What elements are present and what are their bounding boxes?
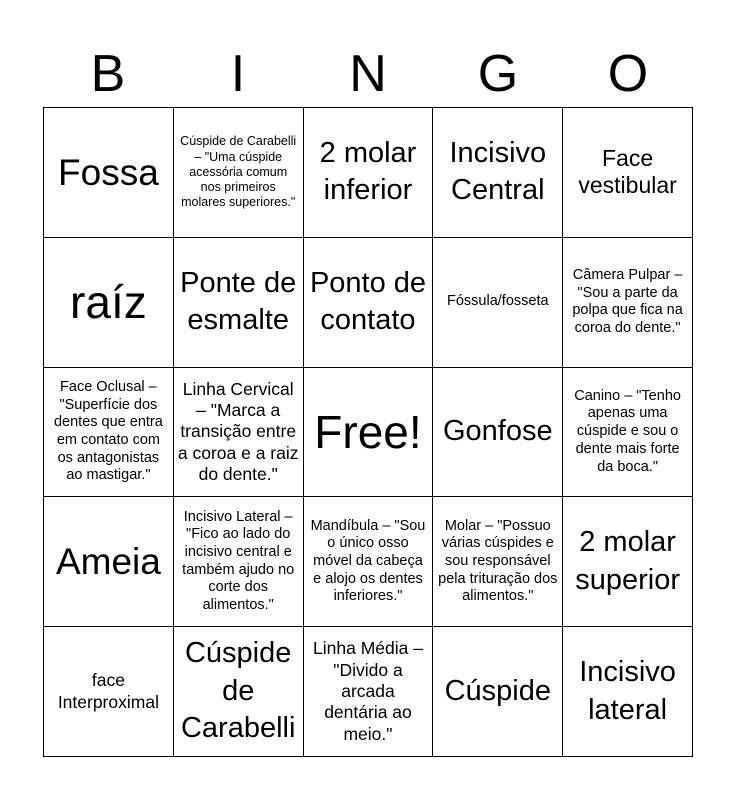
cell-text: Face vestibular (578, 144, 677, 199)
cell-text: Ponto de contato (309, 266, 427, 337)
cell-text: Molar – "Possuo várias cúspides e sou responsável pela trituração dos alimentos." (438, 517, 558, 605)
bingo-cell-r5c4[interactable] (433, 627, 563, 757)
bingo-cell-r1c5[interactable] (563, 108, 693, 238)
header-letter-g: G (477, 45, 519, 103)
cell-text: Incisivo Lateral – "Fico ao lado do incisivo central e também ajudo no corte dos alimentos." (182, 508, 295, 614)
cell-text: 2 molar superior (575, 526, 680, 596)
header-letter-b: B (90, 45, 126, 103)
bingo-cell-r5c3[interactable] (304, 627, 434, 757)
cell-text: Fossa (58, 151, 159, 193)
bingo-cell-r2c4[interactable] (433, 238, 563, 368)
bingo-cell-r3c2[interactable] (174, 368, 304, 498)
bingo-cell-r5c1[interactable] (44, 627, 174, 757)
cell-text: Incisivo Central (449, 136, 547, 207)
bingo-cell-free[interactable] (304, 368, 434, 498)
cell-text: Cúspide (444, 674, 551, 707)
bingo-cell-r4c2[interactable] (174, 497, 304, 627)
cell-text: Cúspide de Carabelli (180, 637, 296, 745)
cell-text: Free! (314, 405, 422, 458)
cell-text: Câmera Pulpar – "Sou a parte da polpa que fica na coroa do dente." (572, 266, 683, 336)
cell-text: Fóssula/fosseta (447, 293, 549, 310)
header-letter-n: N (349, 45, 387, 103)
bingo-cell-r1c1[interactable] (44, 108, 174, 238)
cell-text: 2 molar inferior (319, 136, 417, 207)
cell-text: Cúspide de Carabelli – "Uma cúspide acessória comum nos primeiros molares superiores." (180, 134, 297, 210)
bingo-cell-r3c4[interactable] (433, 368, 563, 498)
bingo-cell-r4c4[interactable] (433, 497, 563, 627)
bingo-grid (43, 107, 693, 757)
cell-text: Mandíbula – "Sou o único osso móvel da cabeça e alojo os dentes inferiores." (310, 517, 426, 605)
cell-text: Ameia (55, 541, 161, 583)
cell-text: Incisivo lateral (579, 655, 676, 726)
bingo-cell-r1c4[interactable] (433, 108, 563, 238)
bingo-cell-r4c3[interactable] (304, 497, 434, 627)
cell-text: Linha Média – "Divido a arcada dentária ao meio." (313, 638, 423, 744)
bingo-cell-r5c5[interactable] (563, 627, 693, 757)
bingo-cell-r1c2[interactable] (174, 108, 304, 238)
cell-text: raíz (70, 276, 147, 329)
cell-text: Gonfose (442, 415, 553, 448)
cell-text: Face Oclusal – "Superfície dos dentes que entra em contato com os antagonistas ao mastigar." (53, 378, 163, 484)
bingo-header (43, 40, 693, 108)
cell-text: Linha Cervical – "Marca a transição entre a coroa e a raiz do dente." (177, 378, 299, 484)
header-letter-o: O (607, 45, 649, 103)
bingo-cell-r4c1[interactable] (44, 497, 174, 627)
bingo-cell-r3c1[interactable] (44, 368, 174, 498)
bingo-cell-r2c5[interactable] (563, 238, 693, 368)
bingo-cell-r3c5[interactable] (563, 368, 693, 498)
bingo-cell-r2c2[interactable] (174, 238, 304, 368)
cell-text: face Interproximal (57, 670, 159, 712)
bingo-cell-r2c1[interactable] (44, 238, 174, 368)
cell-text: Ponte de esmalte (180, 266, 297, 337)
bingo-cell-r4c5[interactable] (563, 497, 693, 627)
bingo-cell-r1c3[interactable] (304, 108, 434, 238)
bingo-cell-r2c3[interactable] (304, 238, 434, 368)
header-letter-i: I (230, 45, 246, 103)
cell-text: Canino – "Tenho apenas uma cúspide e sou o dente mais forte da boca." (574, 387, 681, 475)
bingo-cell-r5c2[interactable] (174, 627, 304, 757)
